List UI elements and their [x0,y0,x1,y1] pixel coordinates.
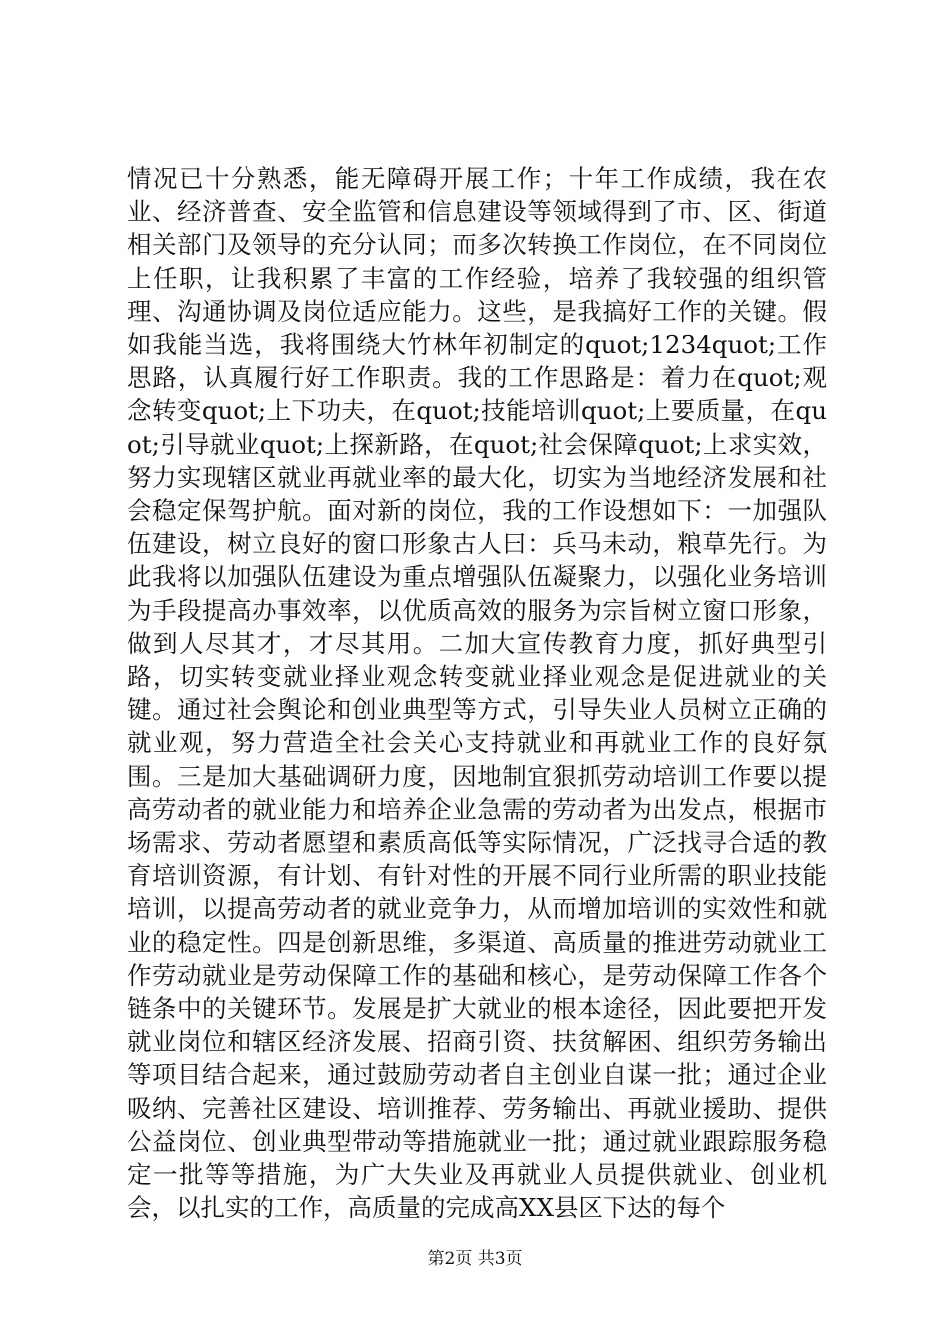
page-number-footer: 第2页 共3页 [427,1249,523,1269]
body-paragraph: 情况已十分熟悉，能无障碍开展工作；十年工作成绩，我在农业、经济普查、安全监管和信息建设等领域得到了市、区、街道相关部门及领导的充分认同；而多次转换工作岗位，在不同岗位上任职，让我积累了丰富的工作经验，培养了我较强的组织管理、沟通协调及岗位适应能力。这些，是我搞好工作的关键。假如我能当选，我将围绕大竹林年初制定的quot;1234quot;工作思路，认真履行好工作职责。我的工作思路是：着力在quot;观念转变quot;上下功夫，在quot;技能培训quot;上要质量，在quot;引导就业quot;上探新路，在quot;社会保障quot;上求实效，努力实现辖区就业再就业率的最大化，切实为当地经济发展和社会稳定保驾护航。面对新的岗位，我的工作设想如下：一加强队伍建设，树立良好的窗口形象古人曰：兵马未动，粮草先行。为此我将以加强队伍建设为重点增强队伍凝聚力，以强化业务培训为手段提高办事效率，以优质高效的服务为宗旨树立窗口形象，做到人尽其才，才尽其用。二加大宣传教育力度，抓好典型引路，切实转变就业择业观念转变就业择业观念是促进就业的关键。通过社会舆论和创业典型等方式，引导失业人员树立正确的就业观，努力营造全社会关心支持就业和再就业工作的良好氛围。三是加大基础调研力度，因地制宜狠抓劳动培训工作要以提高劳动者的就业能力和培养企业急需的劳动者为出发点，根据市场需求、劳动者愿望和素质高低等实际情况，广泛找寻合适的教育培训资源，有计划、有针对性的开展不同行业所需的职业技能培训，以提高劳动者的就业竞争力，从而增加培训的实效性和就业的稳定性。四是创新思维，多渠道、高质量的推进劳动就业工作劳动就业是劳动保障工作的基础和核心，是劳动保障工作各个链条中的关键环节。发展是扩大就业的根本途径，因此要把开发就业岗位和辖区经济发展、招商引资、扶贫解困、组织劳务输出等项目结合起来，通过鼓励劳动者自主创业自谋一批；通过企业吸纳、完善社区建设、培训推荐、劳务输出、再就业援助、提供公益岗位、创业典型带动等措施就业一批；通过就业跟踪服务稳定一批等等措施，为广大失业及再就业人员提供就业、创业机会，以扎实的工作，高质量的完成高XX县区下达的每个 [127,164,827,1223]
